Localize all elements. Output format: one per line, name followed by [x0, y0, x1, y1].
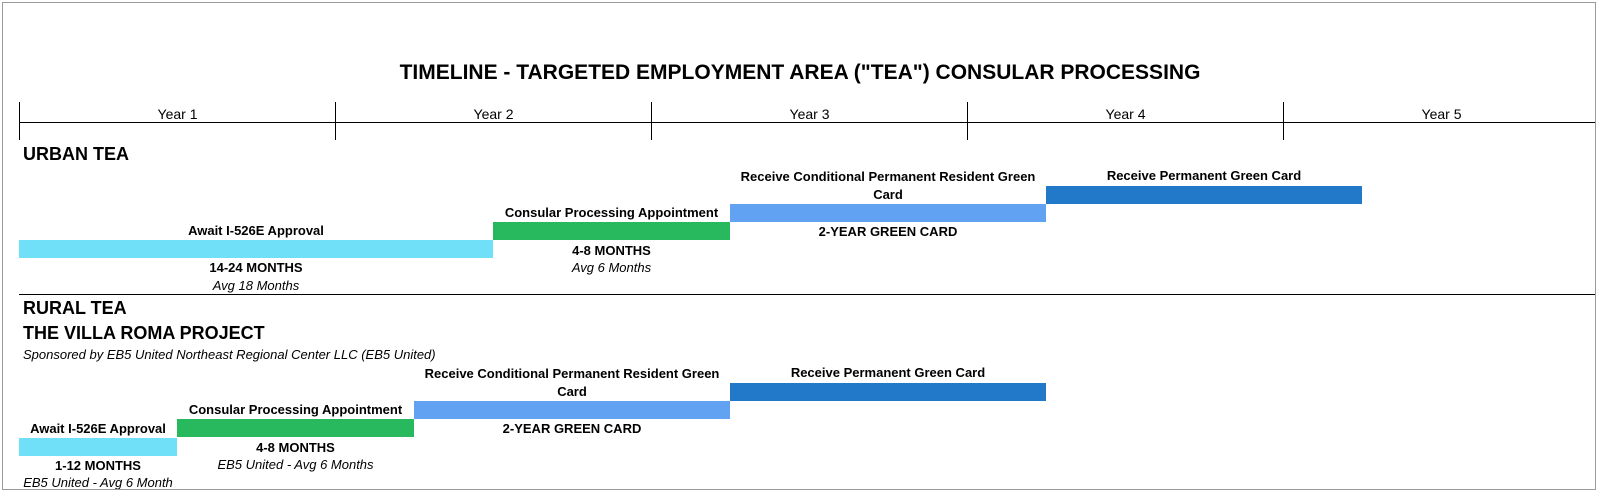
year-label-2: Year 2	[473, 106, 514, 122]
urban-consular-avg: Avg 6 Months	[571, 260, 652, 275]
rural-conditional-sub: 2-YEAR GREEN CARD	[502, 421, 642, 436]
rural-permanent-label: Receive Permanent Green Card	[790, 365, 986, 380]
urban-conditional-label: Receive Conditional Permanent Resident Green Card	[740, 169, 1036, 202]
rural-await-bar	[19, 438, 177, 456]
year-axis-line	[19, 122, 1596, 123]
rural-conditional-label: Receive Conditional Permanent Resident Green Card	[424, 366, 720, 399]
rural-consular-duration: 4-8 MONTHS	[256, 440, 335, 455]
urban-await-label: Await I-526E Approval	[188, 223, 324, 238]
urban-await-duration: 14-24 MONTHS	[209, 260, 303, 275]
rural-await-duration: 1-12 MONTHS	[55, 458, 141, 473]
section-divider	[19, 294, 1596, 295]
project-name: THE VILLA ROMA PROJECT	[23, 323, 265, 343]
year-label-5: Year 5	[1421, 106, 1462, 122]
diagram-title: TIMELINE - TARGETED EMPLOYMENT AREA ("TEA") CONSULAR PROCESSING	[399, 61, 1201, 84]
rural-conditional-bar	[414, 401, 730, 419]
urban-consular-label: Consular Processing Appointment	[504, 205, 719, 220]
urban-permanent-bar	[1046, 186, 1362, 204]
rural-consular-bar	[177, 419, 414, 437]
urban-await-bar	[19, 240, 493, 258]
urban-conditional-sub: 2-YEAR GREEN CARD	[818, 224, 958, 239]
rural-consular-avg: EB5 United - Avg 6 Months	[217, 457, 374, 472]
year-label-1: Year 1	[157, 106, 198, 122]
diagram-frame	[2, 2, 1596, 490]
rural-permanent-bar	[730, 383, 1046, 401]
urban-consular-duration: 4-8 MONTHS	[572, 243, 651, 258]
rural-await-label: Await I-526E Approval	[30, 421, 166, 436]
urban-await-avg: Avg 18 Months	[212, 278, 300, 293]
rural-consular-label: Consular Processing Appointment	[188, 402, 403, 417]
urban-permanent-label: Receive Permanent Green Card	[1106, 168, 1302, 183]
year-label-4: Year 4	[1105, 106, 1146, 122]
sponsor-note: Sponsored by EB5 United Northeast Regional Center LLC (EB5 United)	[23, 347, 436, 362]
year-label-3: Year 3	[789, 106, 830, 122]
rural-await-avg: EB5 United - Avg 6 Month	[23, 475, 173, 490]
rural-heading: RURAL TEA	[23, 298, 127, 318]
urban-conditional-bar	[730, 204, 1046, 222]
urban-consular-bar	[493, 222, 730, 240]
urban-heading: URBAN TEA	[23, 144, 129, 164]
